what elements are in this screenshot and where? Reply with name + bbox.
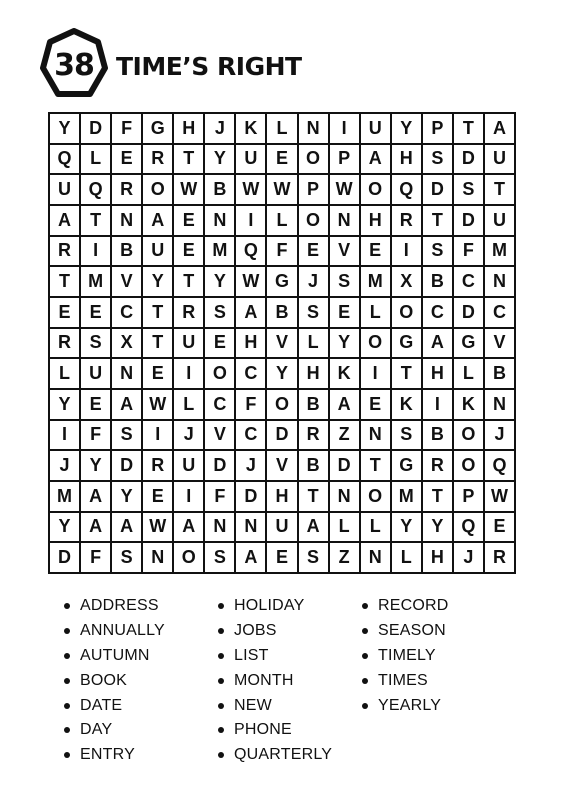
grid-cell[interactable]: I bbox=[50, 421, 81, 452]
grid-cell[interactable]: F bbox=[81, 543, 112, 574]
grid-cell[interactable]: O bbox=[143, 175, 174, 206]
grid-cell[interactable]: Y bbox=[81, 451, 112, 482]
grid-cell[interactable]: A bbox=[50, 206, 81, 237]
grid-cell[interactable]: A bbox=[361, 145, 392, 176]
word-label: MONTH bbox=[234, 671, 294, 689]
grid-cell[interactable]: U bbox=[485, 206, 516, 237]
grid-cell[interactable]: E bbox=[50, 298, 81, 329]
grid-cell[interactable]: G bbox=[392, 451, 423, 482]
grid-cell[interactable]: A bbox=[81, 482, 112, 513]
grid-cell[interactable]: U bbox=[81, 359, 112, 390]
grid-cell[interactable]: S bbox=[454, 175, 485, 206]
grid-cell[interactable]: I bbox=[143, 421, 174, 452]
grid-cell[interactable]: T bbox=[423, 206, 454, 237]
word-label: PHONE bbox=[234, 721, 292, 739]
grid-cell[interactable]: R bbox=[50, 237, 81, 268]
grid-cell[interactable]: S bbox=[299, 298, 330, 329]
grid-cell[interactable]: M bbox=[392, 482, 423, 513]
grid-cell[interactable]: D bbox=[423, 175, 454, 206]
grid-cell[interactable]: E bbox=[112, 145, 143, 176]
grid-cell[interactable]: A bbox=[299, 513, 330, 544]
grid-cell[interactable]: H bbox=[361, 206, 392, 237]
grid-cell[interactable]: E bbox=[361, 390, 392, 421]
grid-cell[interactable]: S bbox=[330, 267, 361, 298]
grid-cell[interactable]: U bbox=[174, 451, 205, 482]
word-list-item bbox=[64, 743, 165, 768]
grid-cell[interactable]: M bbox=[361, 267, 392, 298]
grid-cell[interactable]: A bbox=[81, 513, 112, 544]
grid-cell[interactable]: T bbox=[392, 359, 423, 390]
grid-cell[interactable]: Y bbox=[392, 513, 423, 544]
grid-cell[interactable]: R bbox=[174, 298, 205, 329]
word-search-grid bbox=[48, 112, 516, 574]
grid-cell[interactable]: E bbox=[267, 543, 298, 574]
grid-cell[interactable]: W bbox=[143, 390, 174, 421]
grid-cell[interactable]: D bbox=[454, 206, 485, 237]
grid-cell[interactable]: E bbox=[143, 482, 174, 513]
grid-cell[interactable]: L bbox=[81, 145, 112, 176]
grid-cell[interactable]: B bbox=[267, 298, 298, 329]
grid-cell[interactable]: J bbox=[174, 421, 205, 452]
grid-cell[interactable]: L bbox=[361, 298, 392, 329]
grid-cell[interactable]: N bbox=[361, 421, 392, 452]
word-list-item bbox=[64, 644, 165, 669]
word-list-item bbox=[362, 693, 449, 718]
grid-cell[interactable]: Y bbox=[50, 390, 81, 421]
grid-cell[interactable]: E bbox=[143, 359, 174, 390]
grid-cell[interactable]: X bbox=[112, 329, 143, 360]
grid-cell[interactable]: V bbox=[267, 329, 298, 360]
grid-cell[interactable]: C bbox=[112, 298, 143, 329]
bullet-icon bbox=[218, 603, 224, 609]
grid-cell[interactable]: U bbox=[174, 329, 205, 360]
word-list-item bbox=[218, 619, 332, 644]
grid-cell[interactable]: Y bbox=[50, 114, 81, 145]
grid-cell[interactable]: B bbox=[299, 451, 330, 482]
grid-cell[interactable]: T bbox=[485, 175, 516, 206]
grid-cell[interactable]: D bbox=[81, 114, 112, 145]
grid-cell[interactable]: S bbox=[205, 298, 236, 329]
grid-cell[interactable]: O bbox=[361, 482, 392, 513]
word-label: HOLIDAY bbox=[234, 597, 305, 615]
word-list-item bbox=[362, 619, 449, 644]
grid-cell[interactable]: J bbox=[50, 451, 81, 482]
grid-cell[interactable]: W bbox=[143, 513, 174, 544]
grid-cell[interactable]: L bbox=[267, 114, 298, 145]
grid-cell[interactable]: N bbox=[361, 543, 392, 574]
grid-cell[interactable]: B bbox=[112, 237, 143, 268]
grid-cell[interactable]: A bbox=[485, 114, 516, 145]
bullet-icon bbox=[64, 628, 70, 634]
grid-cell[interactable]: C bbox=[236, 359, 267, 390]
word-list-item bbox=[64, 594, 165, 619]
grid-cell[interactable]: K bbox=[330, 359, 361, 390]
grid-cell[interactable]: L bbox=[50, 359, 81, 390]
bullet-icon bbox=[362, 703, 368, 709]
grid-cell[interactable]: W bbox=[485, 482, 516, 513]
grid-cell[interactable]: A bbox=[174, 513, 205, 544]
grid-cell[interactable]: O bbox=[361, 175, 392, 206]
bullet-icon bbox=[218, 727, 224, 733]
grid-cell[interactable]: E bbox=[81, 390, 112, 421]
word-list-item bbox=[362, 644, 449, 669]
grid-cell[interactable]: E bbox=[267, 145, 298, 176]
grid-cell[interactable]: M bbox=[205, 237, 236, 268]
grid-cell[interactable]: G bbox=[143, 114, 174, 145]
grid-cell[interactable]: E bbox=[361, 237, 392, 268]
grid-cell[interactable]: A bbox=[236, 543, 267, 574]
grid-cell[interactable]: P bbox=[454, 482, 485, 513]
grid-cell[interactable]: S bbox=[112, 543, 143, 574]
word-label: TIMELY bbox=[378, 646, 436, 664]
word-list-item bbox=[64, 718, 165, 743]
grid-cell[interactable]: C bbox=[205, 390, 236, 421]
grid-cell[interactable]: Q bbox=[485, 451, 516, 482]
grid-cell[interactable]: H bbox=[174, 114, 205, 145]
grid-cell[interactable]: D bbox=[205, 451, 236, 482]
grid-cell[interactable]: H bbox=[392, 145, 423, 176]
bullet-icon bbox=[64, 703, 70, 709]
grid-cell[interactable]: P bbox=[423, 114, 454, 145]
grid-cell[interactable]: Q bbox=[50, 145, 81, 176]
word-list-item bbox=[362, 594, 449, 619]
grid-cell[interactable]: F bbox=[81, 421, 112, 452]
grid-cell[interactable]: T bbox=[81, 206, 112, 237]
bullet-icon bbox=[218, 678, 224, 684]
grid-cell[interactable]: L bbox=[330, 513, 361, 544]
bullet-icon bbox=[362, 678, 368, 684]
grid-cell[interactable]: N bbox=[112, 206, 143, 237]
grid-cell[interactable]: E bbox=[330, 298, 361, 329]
grid-cell[interactable]: R bbox=[299, 421, 330, 452]
word-label: DAY bbox=[80, 721, 113, 739]
grid-cell[interactable]: E bbox=[299, 237, 330, 268]
puzzle-number: 38 bbox=[54, 47, 94, 83]
word-label: JOBS bbox=[234, 622, 277, 640]
grid-cell[interactable]: O bbox=[454, 421, 485, 452]
grid-cell[interactable]: Z bbox=[330, 421, 361, 452]
puzzle-header bbox=[40, 28, 540, 108]
grid-cell[interactable]: W bbox=[236, 267, 267, 298]
grid-cell[interactable]: W bbox=[236, 175, 267, 206]
grid-cell[interactable]: N bbox=[485, 267, 516, 298]
grid-cell[interactable]: N bbox=[299, 114, 330, 145]
grid-cell[interactable]: R bbox=[423, 451, 454, 482]
grid-cell[interactable]: U bbox=[236, 145, 267, 176]
grid-cell[interactable]: D bbox=[236, 482, 267, 513]
grid-cell[interactable]: N bbox=[205, 513, 236, 544]
grid-cell[interactable]: Y bbox=[50, 513, 81, 544]
grid-cell[interactable]: T bbox=[50, 267, 81, 298]
grid-cell[interactable]: S bbox=[392, 421, 423, 452]
grid-cell[interactable]: N bbox=[330, 482, 361, 513]
grid-cell[interactable]: N bbox=[236, 513, 267, 544]
grid-cell[interactable]: J bbox=[205, 114, 236, 145]
grid-cell[interactable]: H bbox=[267, 482, 298, 513]
grid-cell[interactable]: I bbox=[174, 359, 205, 390]
grid-cell[interactable]: H bbox=[423, 359, 454, 390]
word-label: NEW bbox=[234, 696, 272, 714]
grid-cell[interactable]: W bbox=[330, 175, 361, 206]
grid-cell[interactable]: G bbox=[267, 267, 298, 298]
grid-cell[interactable]: J bbox=[454, 543, 485, 574]
grid-cell[interactable]: N bbox=[485, 390, 516, 421]
grid-cell[interactable]: O bbox=[299, 206, 330, 237]
grid-cell[interactable]: Y bbox=[330, 329, 361, 360]
grid-cell[interactable]: E bbox=[205, 329, 236, 360]
grid-cell[interactable]: I bbox=[361, 359, 392, 390]
grid-cell[interactable]: O bbox=[174, 543, 205, 574]
grid-cell[interactable]: N bbox=[205, 206, 236, 237]
word-list-item bbox=[218, 644, 332, 669]
grid-cell[interactable]: W bbox=[267, 175, 298, 206]
word-list-item bbox=[64, 668, 165, 693]
grid-cell[interactable]: C bbox=[423, 298, 454, 329]
grid-cell[interactable]: O bbox=[361, 329, 392, 360]
grid-cell[interactable]: D bbox=[50, 543, 81, 574]
word-label: QUARTERLY bbox=[234, 746, 333, 764]
word-label: RECORD bbox=[378, 597, 449, 615]
grid-cell[interactable]: F bbox=[205, 482, 236, 513]
word-list-item bbox=[218, 594, 332, 619]
word-list-column bbox=[64, 594, 165, 768]
grid-cell[interactable]: M bbox=[485, 237, 516, 268]
grid-cell[interactable]: S bbox=[205, 543, 236, 574]
grid-cell[interactable]: F bbox=[267, 237, 298, 268]
grid-cell[interactable]: T bbox=[361, 451, 392, 482]
word-label: DATE bbox=[80, 696, 123, 714]
grid-cell[interactable]: R bbox=[50, 329, 81, 360]
bullet-icon bbox=[64, 727, 70, 733]
grid-cell[interactable]: J bbox=[299, 267, 330, 298]
grid-cell[interactable]: E bbox=[485, 513, 516, 544]
word-label: BOOK bbox=[80, 671, 128, 689]
grid-cell[interactable]: A bbox=[112, 390, 143, 421]
word-list-item bbox=[64, 619, 165, 644]
puzzle-title: TIME’S RIGHT bbox=[116, 52, 302, 81]
grid-cell[interactable]: T bbox=[143, 329, 174, 360]
bullet-icon bbox=[218, 703, 224, 709]
grid-cell[interactable]: M bbox=[50, 482, 81, 513]
grid-cell[interactable]: Y bbox=[423, 513, 454, 544]
grid-cell[interactable]: E bbox=[174, 206, 205, 237]
word-label: SEASON bbox=[378, 622, 446, 640]
grid-cell[interactable]: B bbox=[299, 390, 330, 421]
grid-cell[interactable]: F bbox=[236, 390, 267, 421]
grid-cell[interactable]: A bbox=[236, 298, 267, 329]
grid-cell[interactable]: Q bbox=[236, 237, 267, 268]
grid-cell[interactable]: K bbox=[236, 114, 267, 145]
bullet-icon bbox=[362, 653, 368, 659]
grid-cell[interactable]: L bbox=[174, 390, 205, 421]
bullet-icon bbox=[362, 603, 368, 609]
grid-cell[interactable]: X bbox=[392, 267, 423, 298]
grid-cell[interactable]: H bbox=[236, 329, 267, 360]
grid-cell[interactable]: C bbox=[485, 298, 516, 329]
grid-cell[interactable]: I bbox=[392, 237, 423, 268]
grid-cell[interactable]: U bbox=[267, 513, 298, 544]
grid-cell[interactable]: H bbox=[423, 543, 454, 574]
grid-cell[interactable]: S bbox=[423, 237, 454, 268]
grid-cell[interactable]: Y bbox=[205, 145, 236, 176]
grid-cell[interactable]: O bbox=[454, 451, 485, 482]
bullet-icon bbox=[218, 653, 224, 659]
grid-cell[interactable]: O bbox=[267, 390, 298, 421]
grid-cell[interactable]: D bbox=[112, 451, 143, 482]
grid-cell[interactable]: Y bbox=[205, 267, 236, 298]
grid-cell[interactable]: B bbox=[205, 175, 236, 206]
grid-cell[interactable]: C bbox=[236, 421, 267, 452]
grid-cell[interactable]: L bbox=[361, 513, 392, 544]
word-list-item bbox=[218, 668, 332, 693]
grid-cell[interactable]: Q bbox=[81, 175, 112, 206]
grid-cell[interactable]: V bbox=[330, 237, 361, 268]
grid-cell[interactable]: V bbox=[485, 329, 516, 360]
grid-cell[interactable]: R bbox=[485, 543, 516, 574]
bullet-icon bbox=[218, 752, 224, 758]
grid-cell[interactable]: N bbox=[143, 543, 174, 574]
grid-cell[interactable]: U bbox=[485, 145, 516, 176]
word-list-item bbox=[218, 743, 332, 768]
grid-cell[interactable]: F bbox=[454, 237, 485, 268]
grid-cell[interactable]: K bbox=[454, 390, 485, 421]
bullet-icon bbox=[362, 628, 368, 634]
grid-cell[interactable]: S bbox=[423, 145, 454, 176]
word-list-item bbox=[218, 718, 332, 743]
grid-cell[interactable]: F bbox=[112, 114, 143, 145]
grid-cell[interactable]: T bbox=[423, 482, 454, 513]
word-list bbox=[0, 594, 565, 774]
grid-cell[interactable]: A bbox=[330, 390, 361, 421]
grid-cell[interactable]: A bbox=[143, 206, 174, 237]
grid-cell[interactable]: P bbox=[330, 145, 361, 176]
grid-cell[interactable]: J bbox=[485, 421, 516, 452]
grid-cell[interactable]: A bbox=[112, 513, 143, 544]
grid-cell[interactable]: D bbox=[330, 451, 361, 482]
grid-cell[interactable]: L bbox=[299, 329, 330, 360]
grid-cell[interactable]: D bbox=[454, 145, 485, 176]
grid-cell[interactable]: O bbox=[205, 359, 236, 390]
grid-cell[interactable]: H bbox=[299, 359, 330, 390]
word-label: ADDRESS bbox=[80, 597, 159, 615]
grid-cell[interactable]: U bbox=[361, 114, 392, 145]
grid-cell[interactable]: T bbox=[174, 145, 205, 176]
word-list-item bbox=[218, 693, 332, 718]
puzzle-number-badge bbox=[40, 28, 108, 102]
grid-cell[interactable]: Q bbox=[392, 175, 423, 206]
grid-cell[interactable]: J bbox=[236, 451, 267, 482]
grid-cell[interactable]: A bbox=[423, 329, 454, 360]
grid-cell[interactable]: D bbox=[267, 421, 298, 452]
bullet-icon bbox=[64, 603, 70, 609]
word-list-column bbox=[218, 594, 332, 768]
grid-cell[interactable]: E bbox=[174, 237, 205, 268]
grid-cell[interactable]: Y bbox=[143, 267, 174, 298]
grid-cell[interactable]: I bbox=[174, 482, 205, 513]
bullet-icon bbox=[218, 628, 224, 634]
grid-cell[interactable]: Z bbox=[330, 543, 361, 574]
grid-cell[interactable]: S bbox=[81, 329, 112, 360]
word-label: YEARLY bbox=[378, 696, 442, 714]
grid-cell[interactable]: C bbox=[454, 267, 485, 298]
grid-cell[interactable]: T bbox=[174, 267, 205, 298]
grid-cell[interactable]: O bbox=[299, 145, 330, 176]
grid-cell[interactable]: I bbox=[236, 206, 267, 237]
grid-cell[interactable]: B bbox=[423, 421, 454, 452]
grid-cell[interactable]: S bbox=[112, 421, 143, 452]
grid-cell[interactable]: S bbox=[299, 543, 330, 574]
grid-cell[interactable]: G bbox=[454, 329, 485, 360]
grid-cell[interactable]: K bbox=[392, 390, 423, 421]
grid-cell[interactable]: L bbox=[267, 206, 298, 237]
grid-cell[interactable]: L bbox=[454, 359, 485, 390]
word-label: TIMES bbox=[378, 671, 428, 689]
grid-cell[interactable]: N bbox=[112, 359, 143, 390]
word-label: AUTUMN bbox=[80, 646, 150, 664]
grid-cell[interactable]: N bbox=[330, 206, 361, 237]
grid-cell[interactable]: W bbox=[174, 175, 205, 206]
grid-cell[interactable]: B bbox=[485, 359, 516, 390]
grid-cell[interactable]: M bbox=[81, 267, 112, 298]
grid-cell[interactable]: T bbox=[454, 114, 485, 145]
grid-cell[interactable]: B bbox=[423, 267, 454, 298]
grid-cell[interactable]: V bbox=[112, 267, 143, 298]
grid-cell[interactable]: O bbox=[392, 298, 423, 329]
grid-cell[interactable]: V bbox=[267, 451, 298, 482]
grid-cell[interactable]: G bbox=[392, 329, 423, 360]
word-label: ANNUALLY bbox=[80, 622, 165, 640]
grid-cell[interactable]: R bbox=[112, 175, 143, 206]
grid-cell[interactable]: V bbox=[205, 421, 236, 452]
word-list-column bbox=[362, 594, 449, 718]
bullet-icon bbox=[64, 678, 70, 684]
grid-cell[interactable]: R bbox=[143, 451, 174, 482]
grid-cell[interactable]: R bbox=[143, 145, 174, 176]
grid-cell[interactable]: L bbox=[392, 543, 423, 574]
grid-cell[interactable]: U bbox=[50, 175, 81, 206]
grid-cell[interactable]: P bbox=[299, 175, 330, 206]
grid-cell[interactable]: R bbox=[392, 206, 423, 237]
grid-cell[interactable]: D bbox=[454, 298, 485, 329]
word-list-item bbox=[362, 668, 449, 693]
word-label: LIST bbox=[234, 646, 269, 664]
grid-cell[interactable]: Y bbox=[392, 114, 423, 145]
grid-cell[interactable]: U bbox=[143, 237, 174, 268]
bullet-icon bbox=[64, 653, 70, 659]
bullet-icon bbox=[64, 752, 70, 758]
grid-cell[interactable]: I bbox=[423, 390, 454, 421]
grid-cell[interactable]: T bbox=[299, 482, 330, 513]
grid-cell[interactable]: E bbox=[81, 298, 112, 329]
grid-cell[interactable]: I bbox=[81, 237, 112, 268]
grid-cell[interactable]: T bbox=[143, 298, 174, 329]
word-list-item bbox=[64, 693, 165, 718]
word-label: ENTRY bbox=[80, 746, 135, 764]
grid-cell[interactable]: Y bbox=[267, 359, 298, 390]
grid-cell[interactable]: Y bbox=[112, 482, 143, 513]
grid-cell[interactable]: Q bbox=[454, 513, 485, 544]
grid-cell[interactable]: I bbox=[330, 114, 361, 145]
